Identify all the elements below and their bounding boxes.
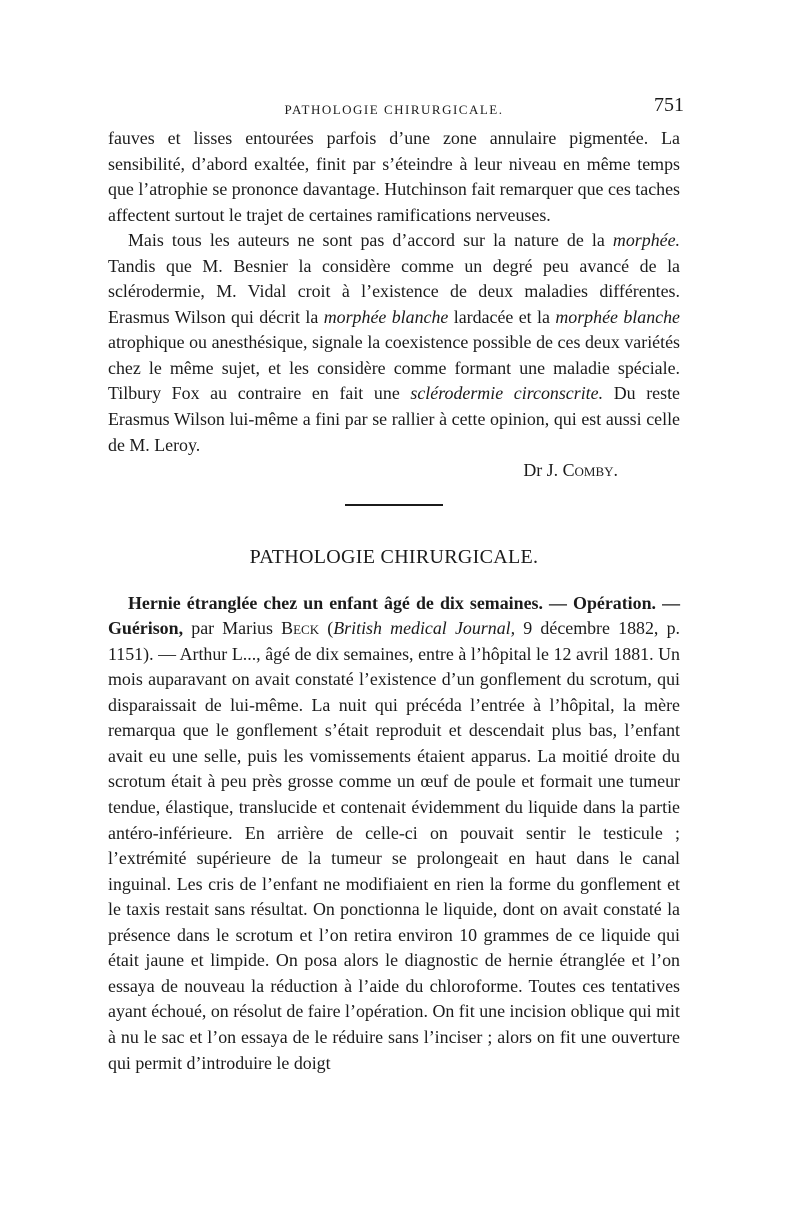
signature-prefix: Dr J.: [523, 460, 563, 481]
running-title: PATHOLOGIE CHIRURGICALE.: [284, 102, 504, 117]
book-page: [108, 94, 684, 1076]
running-header: [108, 94, 684, 126]
page-number: 751: [654, 94, 684, 116]
italic-term: morphée blanche: [555, 306, 680, 327]
article-body: [108, 591, 680, 1076]
article-paragraph: [108, 591, 680, 1076]
body-text: [108, 126, 680, 484]
discussion-text: lardacée et la: [448, 306, 556, 327]
article-author: Beck: [281, 618, 320, 639]
discussion-text: Du reste Erasmus Wilson lui-même a fini par se rallier à cette opinion, qui est aussi celle de M. Leroy.: [108, 383, 680, 455]
source-open: (: [319, 618, 334, 639]
continued-paragraph: fauves et lisses entourées parfois d’une zone annulaire pigmentée. La sensibilité, d’abord exaltée, finit par s’éteindre à leur niveau en même temps que l’atrophie se prononce davantage. Hutchinson fait remarquer que ces taches affectent surtout le trajet de certaines ramifications nerveuses.: [108, 128, 680, 225]
italic-term: morphée.: [612, 230, 680, 251]
author-signature: [108, 458, 680, 484]
article-text: 9 décembre 1882, p. 1151). — Arthur L..., âgé de dix semaines, entre à l’hôpital le 12 avril 1881. Un mois auparavant on avait constaté l’existence d’un gonflement du scrotum, qui disparaissait de lui-même. La nuit qui précéda l’entrée à l’hôpital, la mère remarqua que le gonflement s’était reproduit et descendait plus bas, l’enfant avait eu une selle, puis les vomissements étaient apparus. La moitié droite du scrotum était à peu près grosse comme un œuf de poule et formait une tumeur tendue, élastique, translucide et contenait évidemment du liquide dans la partie antéro-inférieure. En arrière de celle-ci on pouvait sentir le testicule ; l’extrémité supérieure de la tumeur se prolongeait en haut dans le canal inguinal. Les cris de l’enfant ne modifiaient en rien la forme du gonflement et le taxis restait sans résultat. On ponctionna le liquide, dont on avait constaté la présence dans le scrotum et l’on retira environ 10 grammes de ce liquide qui était jaune et limpide. On posa alors le diagnostic de hernie étranglée et l’on essaya de nouveau la réduction à l’aide du chloroforme. Toutes ces tentatives ayant échoué, on résolut de faire l’opération. On fit une incision oblique qui mit à nu le sac et l’on essaya de le réduire sans l’inciser ; alors on fit une ouverture qui permit d’introduire le doigt: [108, 618, 681, 1073]
byline-text: par Marius: [183, 618, 282, 639]
journal-name: British medical Journal,: [333, 618, 516, 639]
discussion-text: Mais tous les auteurs ne sont pas d’accord sur la nature de la: [128, 230, 613, 251]
discussion-text: Tandis que M. Besnier la considère comme un degré peu avancé de la sclérodermie, M. Vidal croit à l’existence de deux maladies différentes. Erasmus Wilson qui décrit la: [108, 255, 680, 327]
italic-term: morphée blanche: [323, 306, 449, 327]
article-title: Hernie étranglée chez un enfant âgé de dix semaines. — Opération. — Guérison,: [108, 592, 680, 639]
discussion-text: atrophique ou anesthésique, signale la coexistence possible de ces deux variétés chez le même sujet, et les considère comme formant une maladie spéciale. Tilbury Fox au contraire en fait une: [108, 332, 680, 404]
section-heading: PATHOLOGIE CHIRURGICALE.: [249, 545, 539, 568]
italic-term: sclérodermie circonscrite.: [410, 383, 604, 404]
discussion-paragraph: [108, 228, 680, 458]
signature-name: Comby.: [562, 460, 618, 481]
section-divider: [345, 504, 443, 506]
